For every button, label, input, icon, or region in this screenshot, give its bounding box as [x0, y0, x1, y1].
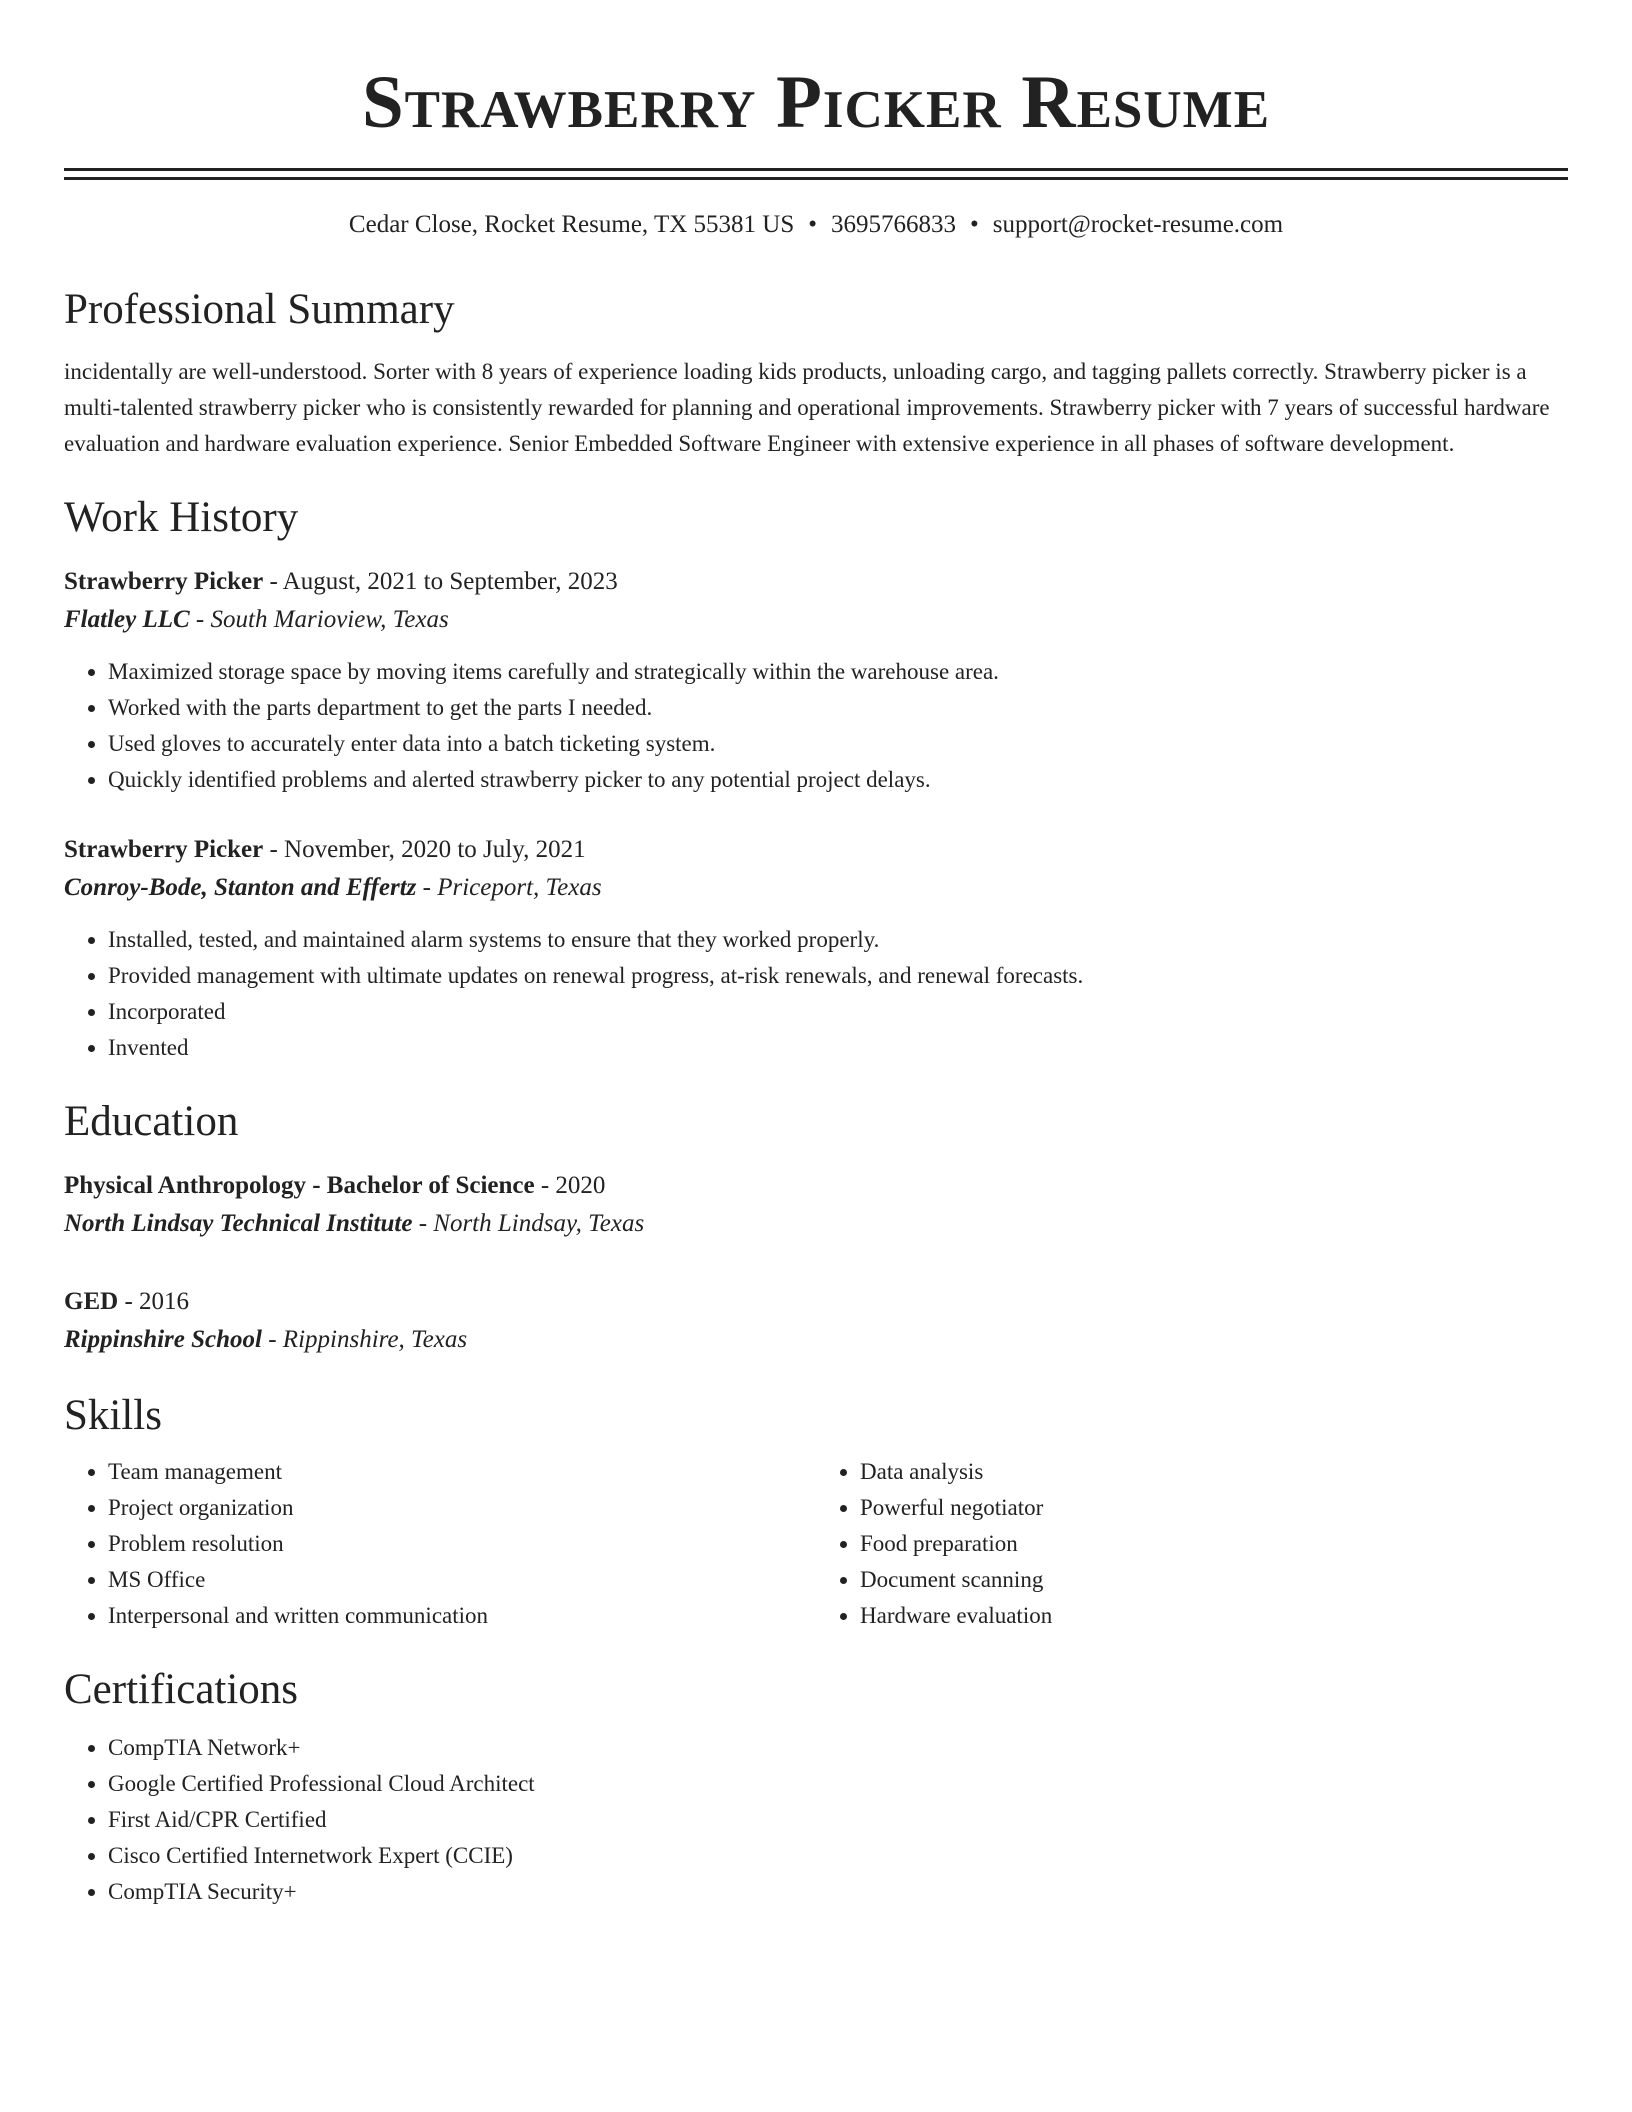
list-item: • Hardware evaluation	[860, 1598, 1568, 1634]
job-company: Flatley LLC	[64, 606, 190, 633]
job-duties-list	[64, 922, 1568, 1066]
list-item: • Document scanning	[860, 1562, 1568, 1598]
contact-separator: •	[808, 211, 818, 238]
summary-heading: Professional Summary	[64, 286, 455, 333]
education-degree: Physical Anthropology - Bachelor of Science	[64, 1172, 535, 1199]
list-item: • Team management	[108, 1454, 816, 1490]
job-duties-list	[64, 654, 1568, 798]
education-year: - 2016	[118, 1288, 190, 1315]
education-heading: Education	[64, 1098, 239, 1145]
resume-title: Strawberry Picker Resume	[361, 61, 1271, 144]
job-entry	[64, 564, 1568, 798]
list-item: • Incorporated	[108, 994, 1568, 1030]
job-employer	[64, 600, 1568, 640]
education-school: Rippinshire School	[64, 1326, 262, 1353]
job-title: Strawberry Picker	[64, 836, 264, 863]
list-item: • Used gloves to accurately enter data into a batch ticketing system.	[108, 726, 1568, 762]
skills-heading: Skills	[64, 1392, 162, 1439]
skills-list-left	[64, 1454, 816, 1634]
list-item: • Problem resolution	[108, 1526, 816, 1562]
title-divider-bottom	[64, 177, 1568, 180]
work-history-section	[64, 492, 1568, 1066]
list-item: • Installed, tested, and maintained alarm systems to ensure that they worked properly.	[108, 922, 1568, 958]
skills-section	[64, 1390, 1568, 1634]
summary-section	[64, 284, 1568, 462]
list-item: • Provided management with ultimate updates on renewal progress, at-risk renewals, and renewal forecasts.	[108, 958, 1568, 994]
contact-address: Cedar Close, Rocket Resume, TX 55381 US	[348, 211, 795, 238]
list-item: • Quickly identified problems and alerted strawberry picker to any potential project delays.	[108, 762, 1568, 798]
contact-phone: 3695766833	[831, 211, 957, 238]
job-header	[64, 832, 1568, 868]
job-employer	[64, 868, 1568, 908]
work-history-heading: Work History	[64, 494, 299, 541]
list-item: • Maximized storage space by moving items carefully and strategically within the warehouse area.	[108, 654, 1568, 690]
list-item: • Invented	[108, 1030, 1568, 1066]
certifications-list	[64, 1730, 1568, 1910]
education-degree: GED	[64, 1288, 119, 1315]
list-item: • MS Office	[108, 1562, 816, 1598]
list-item: • Worked with the parts department to get the parts I needed.	[108, 690, 1568, 726]
education-header	[64, 1168, 1568, 1204]
job-location: - South Marioview, Texas	[189, 606, 449, 633]
contact-email: support@rocket-resume.com	[992, 211, 1284, 238]
list-item: • CompTIA Network+	[108, 1730, 1568, 1766]
skills-grid	[64, 1454, 1568, 1634]
certifications-heading: Certifications	[64, 1666, 299, 1713]
education-year: - 2020	[534, 1172, 606, 1199]
job-location: - Priceport, Texas	[416, 874, 602, 901]
list-item: • Data analysis	[860, 1454, 1568, 1490]
education-entry	[64, 1168, 1568, 1244]
education-header	[64, 1284, 1568, 1320]
education-location: - Rippinshire, Texas	[261, 1326, 468, 1353]
list-item: • Google Certified Professional Cloud Architect	[108, 1766, 1568, 1802]
certifications-section	[64, 1664, 1568, 1910]
title-divider-top	[64, 168, 1568, 171]
contact-separator: •	[970, 211, 979, 238]
education-institution	[64, 1204, 1568, 1244]
job-title: Strawberry Picker	[64, 568, 264, 595]
education-section	[64, 1096, 1568, 1360]
job-header	[64, 564, 1568, 600]
education-location: - North Lindsay, Texas	[412, 1210, 645, 1237]
list-item: • Cisco Certified Internetwork Expert (CCIE)	[108, 1838, 1568, 1874]
list-item: • Interpersonal and written communication	[108, 1598, 816, 1634]
education-school: North Lindsay Technical Institute	[64, 1210, 413, 1237]
job-dates: - November, 2020 to July, 2021	[263, 836, 586, 863]
list-item: • Food preparation	[860, 1526, 1568, 1562]
list-item: • First Aid/CPR Certified	[108, 1802, 1568, 1838]
contact-line	[64, 208, 1568, 242]
job-entry	[64, 832, 1568, 1066]
summary-text: incidentally are well-understood. Sorter with 8 years of experience loading kids products, unloading cargo, and tagging pallets correctly. Strawberry picker is a multi-talented strawberry picker who is consistently rewarded for planning and operational improvements. Strawberry picker with 7 years of successful hardware evaluation and hardware evaluation experience. Senior Embedded Software Engineer with extensive experience in all phases of software development.	[64, 359, 1550, 456]
education-entry	[64, 1284, 1568, 1360]
education-institution	[64, 1320, 1568, 1360]
job-dates: - August, 2021 to September, 2023	[263, 568, 618, 595]
list-item: • Project organization	[108, 1490, 816, 1526]
list-item: • CompTIA Security+	[108, 1874, 1568, 1910]
skills-list-right	[816, 1454, 1568, 1634]
list-item: • Powerful negotiator	[860, 1490, 1568, 1526]
job-company: Conroy-Bode, Stanton and Effertz	[64, 874, 417, 901]
